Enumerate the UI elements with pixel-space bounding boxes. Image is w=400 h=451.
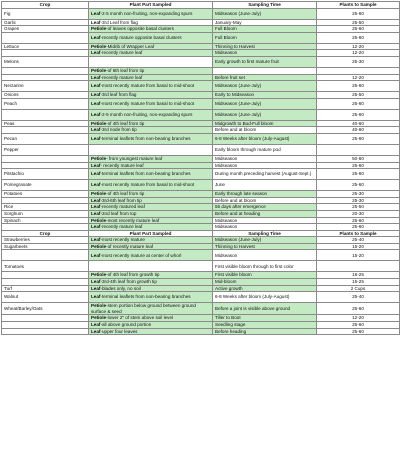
sampling-time-cell: January-May [213, 19, 317, 26]
plant-part-description: -lower 2" of stem above soil level [106, 315, 174, 321]
plant-part-type: Leaf [91, 322, 101, 328]
plant-part-cell [89, 32, 213, 43]
plants-to-sample-cell: 25-50 [317, 92, 400, 99]
crop-cell: Pecan [2, 133, 89, 144]
plant-part-description: -upper four leaves [100, 328, 138, 334]
table-row [2, 169, 400, 180]
plant-part-type: Leaf [91, 34, 101, 40]
crop-cell: Spinach [2, 217, 89, 224]
plants-to-sample-cell: 2 Cups [317, 285, 400, 292]
sampling-time-cell: 55 days after emergence [213, 204, 317, 211]
table-row [2, 32, 400, 43]
crop-cell [2, 272, 89, 279]
sampling-time-cell: June [213, 180, 317, 191]
plant-part-type: Petiole [91, 43, 107, 49]
plant-part-type: Petiole [91, 217, 107, 223]
table-row [2, 120, 400, 127]
plants-to-sample-cell: 25-30 [317, 197, 400, 204]
plant-part-type: Leaf [91, 237, 101, 243]
crop-cell: Sugarbeets [2, 243, 89, 250]
plant-part-cell [89, 217, 213, 224]
plant-part-description: -most recently mature from basal to mid-shoot [100, 100, 195, 106]
plant-part-cell [89, 250, 213, 261]
plant-part-cell [89, 8, 213, 19]
plant-part-description: -3rd-6th leaf from tip [100, 197, 142, 203]
plant-part-description: -of 4th leaf from tip [106, 120, 145, 126]
plant-part-description: -of 6th leaf from tip [106, 67, 145, 73]
table-row [2, 285, 400, 292]
plants-to-sample-cell: 15-25 [317, 279, 400, 286]
plant-part-description: -all above ground portion [100, 322, 152, 328]
sampling-time-cell: Tiller to Boot [213, 315, 317, 322]
plants-to-sample-cell: 25-60 [317, 8, 400, 19]
plants-to-sample-cell: 25-60 [317, 109, 400, 120]
plant-part-type: Leaf [91, 285, 101, 291]
crop-cell [2, 74, 89, 81]
table-row [2, 210, 400, 217]
crop-cell [2, 109, 89, 120]
plant-part-cell [89, 292, 213, 303]
crop-cell: Peas [2, 120, 89, 127]
crop-cell: Nectarine [2, 81, 89, 92]
plant-part-type: Leaf [91, 204, 101, 210]
plant-part-cell [89, 322, 213, 329]
plant-part-type: Leaf [91, 100, 101, 106]
plant-part-type: Leaf [91, 171, 101, 177]
crop-cell [2, 50, 89, 57]
crop-cell [2, 250, 89, 261]
plant-part-cell [89, 191, 213, 198]
plants-to-sample-cell: 40-60 [317, 127, 400, 134]
plants-to-sample-cell [317, 144, 400, 155]
sampling-time-cell: Before and at bloom [213, 197, 317, 204]
plant-part-type: Leaf [91, 182, 101, 188]
sampling-time-header: Sampling Time [213, 2, 317, 9]
crop-cell [2, 328, 89, 335]
plants-to-sample-cell: 12-20 [317, 74, 400, 81]
table-row [2, 261, 400, 272]
crop-cell [2, 197, 89, 204]
plant-part-type: Petiole [91, 191, 107, 197]
plant-part-description: -most recently mature from basal to mid-shoot [100, 182, 195, 188]
table-row [2, 243, 400, 250]
sampling-time-cell: Mid-bloom [213, 279, 317, 286]
table-row [2, 204, 400, 211]
sampling-time-cell: Midseason (June-July) [213, 109, 317, 120]
sampling-time-cell: Midseason (June-July) [213, 8, 317, 19]
plant-part-type: Petiole [91, 120, 107, 126]
table-row [2, 155, 400, 162]
plant-part-description: -3rd Leaf from flag [100, 19, 138, 25]
soil-sampling-table [1, 1, 400, 335]
plants-to-sample-cell: 12-20 [317, 315, 400, 322]
sampling-time-header: Sampling Time [213, 230, 317, 237]
crop-cell: Rice [2, 204, 89, 211]
plant-part-type: Leaf [91, 294, 101, 300]
plant-part-description: -terminal leaflets from non-bearing branches [100, 136, 191, 142]
plant-part-type: Leaf [91, 111, 101, 117]
plant-part-cell [89, 81, 213, 92]
plant-part-description: -Midrib of Wrapper Leaf [106, 43, 155, 49]
plant-part-type: Leaf [91, 224, 101, 230]
plant-part-cell [89, 180, 213, 191]
plants-to-sample-cell: 25-60 [317, 133, 400, 144]
plant-part-type: Petiole [91, 243, 107, 249]
crop-cell [2, 67, 89, 74]
plant-part-type: Leaf [91, 197, 101, 203]
plant-part-cell [89, 197, 213, 204]
plant-part-description: -3rd node from tip [100, 127, 137, 133]
plant-part-cell [89, 127, 213, 134]
sampling-time-cell: Before heading [213, 328, 317, 335]
crop-cell: Peach [2, 98, 89, 109]
table-row [2, 8, 400, 19]
plants-to-sample-cell: 25-50 [317, 19, 400, 26]
plant-part-cell [89, 162, 213, 169]
plant-part-cell [89, 315, 213, 322]
crop-cell: Turf [2, 285, 89, 292]
plant-part-type: Leaf [91, 10, 101, 16]
plant-part-description: -2nd leaf from top [100, 210, 137, 216]
plants-to-sample-cell: 25-60 [317, 328, 400, 335]
plant-part-type: Leaf [91, 74, 101, 80]
plant-part-type: Petiole [91, 26, 107, 32]
sampling-time-cell: Seedling stage [213, 322, 317, 329]
plant-part-description: -2-5 month non-fruiting, non-expanding spurs [100, 111, 193, 117]
table-row [2, 81, 400, 92]
crop-cell [2, 127, 89, 134]
plants-to-sample-cell: 15-20 [317, 243, 400, 250]
crop-header: Crop [2, 2, 89, 9]
plant-part-cell [89, 237, 213, 244]
plants-to-sample-cell: 50-60 [317, 155, 400, 162]
plant-part-description: -terminal leaflets from non-bearing branches [100, 171, 191, 177]
table-row [2, 144, 400, 155]
plant-part-description: -recently mature opposite basal clusters [100, 34, 182, 40]
sampling-time-cell: Midseason [213, 162, 317, 169]
plant-part-type: Leaf [91, 279, 101, 285]
plant-part-cell [89, 210, 213, 217]
table-row [2, 162, 400, 169]
plant-part-header: Plant Part Sampled [89, 2, 213, 9]
plant-part-cell [89, 261, 213, 272]
table-row [2, 328, 400, 335]
plant-part-cell [89, 224, 213, 231]
plants-to-sample-header: Plants to Sample [317, 230, 400, 237]
plant-part-type: Petiole [91, 67, 107, 73]
plant-part-type: Petiole [91, 272, 107, 278]
table-row [2, 56, 400, 67]
plant-part-cell [89, 155, 213, 162]
plant-part-type: Leaf [91, 50, 101, 56]
crop-cell [2, 322, 89, 329]
table-row [2, 197, 400, 204]
plant-part-type: Leaf [91, 252, 101, 258]
plant-part-cell [89, 272, 213, 279]
plant-part-description: -of leaves opposite basal clusters [106, 26, 174, 32]
sampling-time-cell: Full Bloom [213, 32, 317, 43]
plant-part-cell [89, 285, 213, 292]
plant-part-description: -3rd-4th leaf from growth tip [100, 279, 157, 285]
sampling-time-cell: Midseason [213, 224, 317, 231]
sampling-time-cell: Midseason [213, 155, 317, 162]
crop-cell [2, 224, 89, 231]
sampling-time-cell: Midseason (June-July) [213, 237, 317, 244]
plants-to-sample-cell: 25-60 [317, 322, 400, 329]
plants-to-sample-cell: 25-60 [317, 32, 400, 43]
sampling-time-cell: Thinning to Harvest [213, 43, 317, 50]
sampling-time-cell: First visible bloom [213, 272, 317, 279]
plants-to-sample-cell: 25-60 [317, 217, 400, 224]
plant-part-type: Leaf [91, 328, 101, 334]
crop-header: Crop [2, 230, 89, 237]
plants-to-sample-cell: 15-20 [317, 250, 400, 261]
plant-part-cell [89, 120, 213, 127]
table-row [2, 224, 400, 231]
plants-to-sample-cell: 25-40 [317, 237, 400, 244]
plant-part-description: -most recently mature at center of whorl [100, 252, 182, 258]
sampling-time-cell: Midgrowth to Bud-Full bloom [213, 120, 317, 127]
crop-cell [2, 279, 89, 286]
plant-part-type: Leaf [91, 127, 101, 133]
sampling-time-cell: Midseason [213, 217, 317, 224]
sampling-time-cell: Early to Midseason [213, 92, 317, 99]
plants-to-sample-cell: 25-60 [317, 169, 400, 180]
plant-part-description: -recently mature leaf [100, 224, 143, 230]
sampling-time-cell: Midseason [213, 250, 317, 261]
table-row [2, 250, 400, 261]
crop-cell: Sorghum [2, 210, 89, 217]
crop-cell: Onions [2, 92, 89, 99]
table-row [2, 279, 400, 286]
sampling-time-cell: Full Bloom [213, 26, 317, 33]
crop-cell: Garlic [2, 19, 89, 26]
plant-part-type: Leaf [91, 83, 101, 89]
plants-to-sample-cell [317, 261, 400, 272]
plant-part-cell [89, 50, 213, 57]
crop-cell: Pepper [2, 144, 89, 155]
plant-part-cell [89, 74, 213, 81]
plant-part-type: Petiole [91, 303, 107, 309]
plant-part-description: -most recently mature [100, 237, 145, 243]
sampling-time-cell: Early bloom through mature pod [213, 144, 317, 155]
sampling-time-cell: Before fruit set [213, 74, 317, 81]
plants-to-sample-cell [317, 67, 400, 74]
plants-to-sample-cell: 25-40 [317, 292, 400, 303]
sampling-time-cell: During month preceding harvest (August-Sept.) [213, 169, 317, 180]
plants-to-sample-cell: 25-60 [317, 81, 400, 92]
sampling-time-cell: First visible bloom through to first color [213, 261, 317, 272]
plant-part-cell [89, 204, 213, 211]
crop-cell [2, 162, 89, 169]
sampling-time-cell: 6-8 Weeks after bloom (July-August) [213, 133, 317, 144]
plants-to-sample-cell: 25-60 [317, 98, 400, 109]
table-row [2, 272, 400, 279]
plants-to-sample-cell: 12-20 [317, 50, 400, 57]
crop-cell [2, 155, 89, 162]
sampling-time-cell: Midseason (June-July) [213, 98, 317, 109]
plant-part-type: Leaf [91, 210, 101, 216]
plants-to-sample-cell: 25-50 [317, 204, 400, 211]
plants-to-sample-cell: 25-30 [317, 191, 400, 198]
plants-to-sample-cell: 25-30 [317, 56, 400, 67]
plant-part-header: Plant Part Sampled [89, 230, 213, 237]
plant-part-cell [89, 279, 213, 286]
crop-cell: Potatoes [2, 191, 89, 198]
plants-to-sample-cell: 40-60 [317, 120, 400, 127]
sampling-time-cell: Early growth to first mature fruit [213, 56, 317, 67]
sampling-time-cell: Before and at bloom [213, 127, 317, 134]
plant-part-description: -recently mature leaf [100, 74, 143, 80]
plant-part-type: Petiole [91, 155, 107, 161]
plants-to-sample-cell: 25-60 [317, 162, 400, 169]
table-row [2, 292, 400, 303]
plant-part-description: -most recently mature leaf [106, 217, 160, 223]
plants-to-sample-cell: 25-60 [317, 180, 400, 191]
table-row [2, 43, 400, 50]
plant-part-description: -2-5 month non-fruiting, non-expanding spurs [100, 10, 193, 16]
table-row [2, 191, 400, 198]
plant-part-description: - recently mature leaf [100, 162, 144, 168]
crop-cell [2, 32, 89, 43]
plant-part-cell [89, 26, 213, 33]
sampling-time-cell: Midseason (June-July) [213, 81, 317, 92]
crop-cell: Lettuce [2, 43, 89, 50]
table-row [2, 303, 400, 315]
plant-part-type: Leaf [91, 92, 101, 98]
plant-part-cell [89, 303, 213, 315]
plant-part-description: -of 4th leaf from tip [106, 191, 145, 197]
crop-cell: Wheat/Barley/Oats [2, 303, 89, 315]
crop-cell: Melons [2, 56, 89, 67]
crop-cell: Pomegranate [2, 180, 89, 191]
plant-part-cell [89, 144, 213, 155]
sampling-time-cell: 6-8 Weeks after bloom (July-August) [213, 292, 317, 303]
plant-part-cell [89, 169, 213, 180]
table-row [2, 109, 400, 120]
table-row [2, 322, 400, 329]
table-row [2, 67, 400, 74]
sampling-time-cell: Active growth [213, 285, 317, 292]
sampling-time-cell: Before and at heading [213, 210, 317, 217]
table-row [2, 50, 400, 57]
crop-cell: Fig [2, 8, 89, 19]
section1-header-row [2, 2, 400, 9]
sampling-time-cell: Thinning to Harvest [213, 243, 317, 250]
plant-part-description: -of 4th leaf from growth tip [106, 272, 160, 278]
plant-part-description: -stem portion below ground between ground surface & seed [91, 303, 196, 314]
plant-part-description: - from youngest mature leaf [106, 155, 163, 161]
plant-part-cell [89, 328, 213, 335]
table-row [2, 26, 400, 33]
table-row [2, 74, 400, 81]
plants-to-sample-header: Plants to Sample [317, 2, 400, 9]
table-row [2, 92, 400, 99]
crop-cell: Grapes [2, 26, 89, 33]
plant-part-description: -terminal leaflets from non-bearing branches [100, 294, 191, 300]
table-row [2, 217, 400, 224]
table-row [2, 237, 400, 244]
plant-part-description: -of recently mature leaf [106, 243, 154, 249]
sampling-time-cell: Midseason [213, 50, 317, 57]
sampling-time-cell: Before a joint is visible above ground [213, 303, 317, 315]
crop-cell: Pitstachio [2, 169, 89, 180]
plant-part-cell [89, 67, 213, 74]
plants-to-sample-cell: 12-20 [317, 43, 400, 50]
plants-to-sample-cell: 20-30 [317, 210, 400, 217]
table-row [2, 315, 400, 322]
table-row [2, 98, 400, 109]
plant-part-cell [89, 92, 213, 99]
plant-part-description: -blades only, no soil [100, 285, 141, 291]
plants-to-sample-cell: 25-60 [317, 224, 400, 231]
plant-part-cell [89, 19, 213, 26]
table-row [2, 127, 400, 134]
plant-part-type: Petiole [91, 315, 107, 321]
plant-part-description: -recently matured leaf [100, 204, 145, 210]
crop-cell [2, 315, 89, 322]
plant-part-cell [89, 56, 213, 67]
plant-part-description: -3rd leaf from flag [100, 92, 137, 98]
table-row [2, 180, 400, 191]
plants-to-sample-cell: 25-60 [317, 303, 400, 315]
sampling-time-cell: Early through late season [213, 191, 317, 198]
table-row [2, 133, 400, 144]
plants-to-sample-cell: 16-25 [317, 272, 400, 279]
plant-part-description: -recently mature leaf [100, 50, 143, 56]
plant-part-cell [89, 43, 213, 50]
plants-to-sample-cell: 25-60 [317, 26, 400, 33]
crop-cell: Tomatoes [2, 261, 89, 272]
plant-part-cell [89, 109, 213, 120]
plant-part-cell [89, 98, 213, 109]
plant-part-description: -most recently mature from basal to mid-shoot [100, 83, 195, 89]
plant-part-cell [89, 243, 213, 250]
crop-cell: Strawberries [2, 237, 89, 244]
sampling-time-cell [213, 67, 317, 74]
plant-part-type: Leaf [91, 19, 101, 25]
section2-header-row [2, 230, 400, 237]
plant-part-type: Leaf [91, 162, 101, 168]
crop-cell: Walnut [2, 292, 89, 303]
plant-part-cell [89, 133, 213, 144]
table-row [2, 19, 400, 26]
plant-part-type: Leaf [91, 136, 101, 142]
